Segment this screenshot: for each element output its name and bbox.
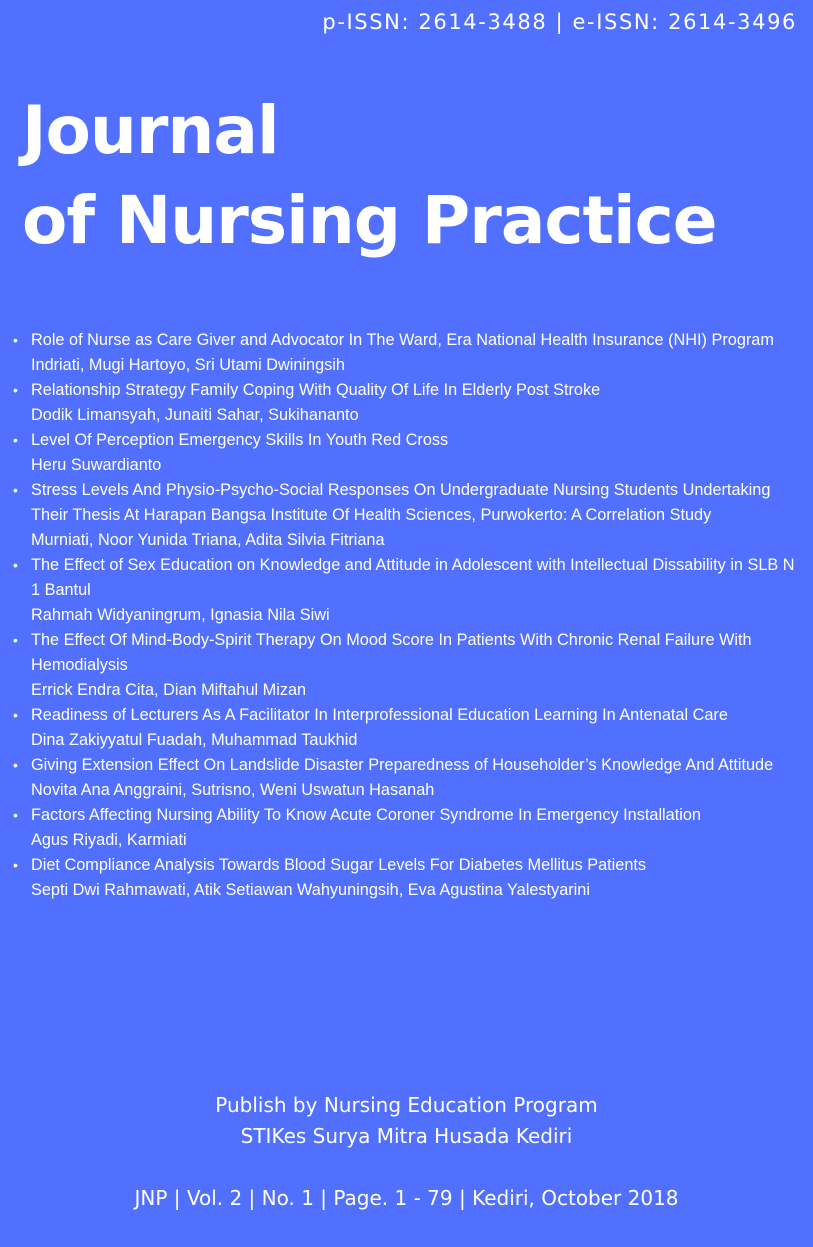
table-of-contents	[12, 328, 802, 903]
article-item	[12, 378, 802, 428]
article-title: Relationship Strategy Family Coping With Quality Of Life In Elderly Post Stroke	[31, 381, 601, 399]
article-authors: Indriati, Mugi Hartoyo, Sri Utami Dwiningsih	[31, 356, 345, 374]
article-authors: Errick Endra Cita, Dian Miftahul Mizan	[31, 681, 307, 699]
bullet-icon: •	[13, 432, 18, 448]
article-item	[12, 328, 802, 378]
publisher-block	[0, 1090, 813, 1152]
bullet-icon: •	[13, 707, 18, 723]
article-item	[12, 553, 802, 628]
bullet-icon: •	[13, 857, 18, 873]
bullet-icon: •	[13, 807, 18, 823]
article-title: Diet Compliance Analysis Towards Blood Sugar Levels For Diabetes Mellitus Patients	[31, 856, 647, 874]
article-title: Level Of Perception Emergency Skills In Youth Red Cross	[31, 431, 449, 449]
article-item	[12, 628, 802, 703]
article-authors: Agus Riyadi, Karmiati	[31, 831, 187, 849]
article-authors: Heru Suwardianto	[31, 456, 162, 474]
article-title: The Effect of Sex Education on Knowledge and Attitude in Adolescent with Intellectual Dissability in SLB N 1 Bantul	[31, 556, 795, 599]
article-authors: Novita Ana Anggraini, Sutrisno, Weni Uswatun Hasanah	[31, 781, 435, 799]
bullet-icon: •	[13, 557, 18, 573]
article-item	[12, 478, 802, 553]
article-item	[12, 703, 802, 753]
article-title: Readiness of Lecturers As A Facilitator In Interprofessional Education Learning In Antenatal Care	[31, 706, 728, 724]
journal-title-line-2: of Nursing Practice	[22, 182, 717, 259]
issn-line: p-ISSN: 2614-3488 | e-ISSN: 2614-3496	[322, 10, 797, 34]
publisher-line-1: Publish by Nursing Education Program	[215, 1093, 598, 1117]
bullet-icon: •	[13, 632, 18, 648]
article-title: Giving Extension Effect On Landslide Disaster Preparedness of Householder’s Knowledge And Attitude	[31, 756, 774, 774]
article-title: Factors Affecting Nursing Ability To Know Acute Coroner Syndrome In Emergency Installation	[31, 806, 701, 824]
article-title: The Effect Of Mind-Body-Spirit Therapy On Mood Score In Patients With Chronic Renal Failure With Hemodialysis	[31, 631, 752, 674]
article-item	[12, 803, 802, 853]
article-authors: Septi Dwi Rahmawati, Atik Setiawan Wahyuningsih, Eva Agustina Yalestyarini	[31, 881, 590, 899]
bullet-icon: •	[13, 482, 18, 498]
journal-title	[22, 86, 717, 266]
article-item	[12, 853, 802, 903]
article-authors: Dina Zakiyyatul Fuadah, Muhammad Taukhid	[31, 731, 358, 749]
article-title: Stress Levels And Physio-Psycho-Social Responses On Undergraduate Nursing Students Undertaking Their Thesis At Harapan Bangsa Institute Of Health Sciences, Purwokerto: A Correlation Study	[31, 481, 771, 524]
article-authors: Rahmah Widyaningrum, Ignasia Nila Siwi	[31, 606, 330, 624]
bullet-icon: •	[13, 757, 18, 773]
bullet-icon: •	[13, 332, 18, 348]
issue-citation: JNP | Vol. 2 | No. 1 | Page. 1 - 79 | Kediri, October 2018	[134, 1186, 679, 1210]
bullet-icon: •	[13, 382, 18, 398]
article-authors: Dodik Limansyah, Junaiti Sahar, Sukihananto	[31, 406, 359, 424]
article-item	[12, 428, 802, 478]
article-item	[12, 753, 802, 803]
publisher-line-2: STIKes Surya Mitra Husada Kediri	[240, 1124, 573, 1148]
journal-title-line-1: Journal	[22, 92, 279, 169]
article-authors: Murniati, Noor Yunida Triana, Adita Silvia Fitriana	[31, 531, 385, 549]
article-title: Role of Nurse as Care Giver and Advocator In The Ward, Era National Health Insurance (NHI) Program	[31, 331, 774, 349]
